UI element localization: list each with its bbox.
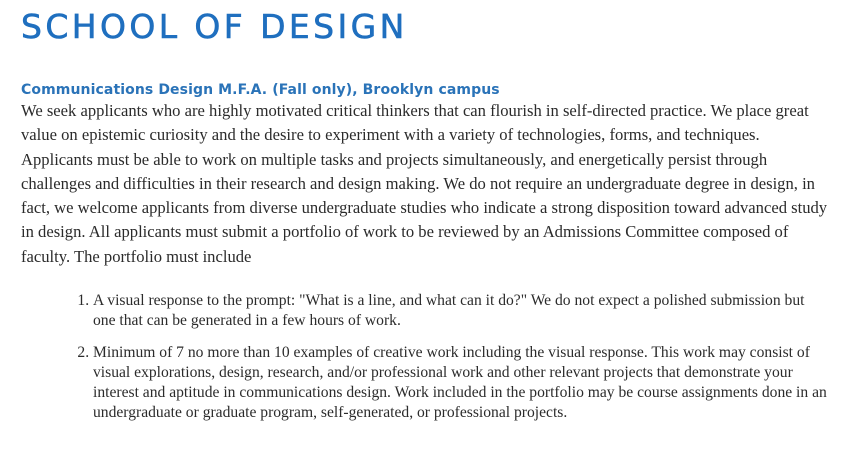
list-item: 1. A visual response to the prompt: "What is a line, and what can it do?" We do not expect a polished submission but one that can be generated in a few hours of work.	[93, 291, 828, 331]
portfolio-requirements-list	[21, 291, 828, 423]
list-item: 2. Minimum of 7 no more than 10 examples of creative work including the visual response. This work may consist of visual explorations, design, research, and/or professional work and other relevant projects that demonstrate your interest and aptitude in communications design. Work included in the portfolio may be course assignments done in an undergraduate or graduate program, self-generated, or professional projects.	[93, 343, 828, 423]
intro-paragraph: We seek applicants who are highly motivated critical thinkers that can flourish in self-directed practice. We place great value on epistemic curiosity and the desire to experiment with a variety of technologies, forms, and techniques. Applicants must be able to work on multiple tasks and projects simultaneously, and energetically persist through challenges and difficulties in their research and design making. We do not require an undergraduate degree in design, in fact, we welcome applicants from diverse undergraduate studies who indicate a strong disposition toward advanced study in design. All applicants must submit a portfolio of work to be reviewed by an Admissions Committee composed of faculty. The portfolio must include	[21, 101, 828, 266]
program-heading: Communications Design M.F.A. (Fall only), Brooklyn campus	[21, 82, 500, 98]
page-content	[21, 0, 831, 435]
school-title: SCHOOL OF DESIGN	[21, 7, 408, 46]
